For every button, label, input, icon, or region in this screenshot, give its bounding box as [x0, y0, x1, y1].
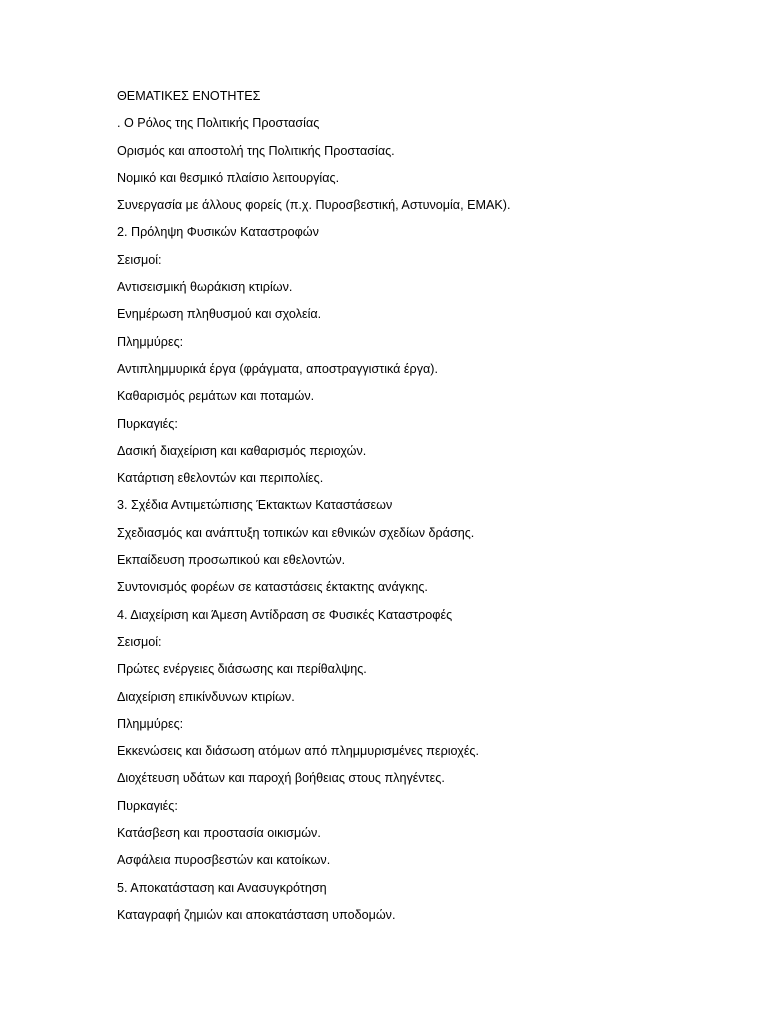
section-heading-4: 4. Διαχείριση και Άμεση Αντίδραση σε Φυσικές Καταστροφές: [117, 607, 453, 622]
text-line: Κατάσβεση και προστασία οικισμών.: [117, 826, 321, 841]
text-line: Δασική διαχείριση και καθαρισμός περιοχών.: [117, 443, 367, 458]
section-heading-1: . Ο Ρόλος της Πολιτικής Προστασίας: [117, 116, 320, 131]
text-line: Καθαρισμός ρεμάτων και ποταμών.: [117, 389, 315, 404]
subheading-floods: Πλημμύρες:: [117, 716, 184, 731]
text-line: Εκκενώσεις και διάσωση ατόμων από πλημμυρισμένες περιοχές.: [117, 744, 479, 759]
text-line: Εκπαίδευση προσωπικού και εθελοντών.: [117, 553, 346, 568]
text-line: Νομικό και θεσμικό πλαίσιο λειτουργίας.: [117, 170, 340, 185]
subheading-fires: Πυρκαγιές:: [117, 798, 178, 813]
section-heading-3: 3. Σχέδια Αντιμετώπισης Έκτακτων Καταστάσεων: [117, 498, 393, 513]
text-line: Κατάρτιση εθελοντών και περιπολίες.: [117, 471, 324, 486]
text-line: Συντονισμός φορέων σε καταστάσεις έκτακτης ανάγκης.: [117, 580, 428, 595]
document-heading: ΘΕΜΑΤΙΚΕΣ ΕΝΟΤΗΤΕΣ: [117, 89, 261, 103]
document-body: [117, 86, 717, 932]
subheading-floods: Πλημμύρες:: [117, 334, 184, 349]
subheading-earthquakes: Σεισμοί:: [117, 252, 162, 267]
text-line: Διοχέτευση υδάτων και παροχή βοήθειας στους πληγέντες.: [117, 771, 445, 786]
text-line: Αντισεισμική θωράκιση κτιρίων.: [117, 280, 293, 295]
text-line: Αντιπλημμυρικά έργα (φράγματα, αποστραγγιστικά έργα).: [117, 361, 438, 376]
subheading-earthquakes: Σεισμοί:: [117, 634, 162, 649]
text-line: Ασφάλεια πυροσβεστών και κατοίκων.: [117, 853, 331, 868]
text-line: Καταγραφή ζημιών και αποκατάσταση υποδομών.: [117, 907, 396, 922]
text-line: Διαχείριση επικίνδυνων κτιρίων.: [117, 689, 295, 704]
text-line: Πρώτες ενέργειες διάσωσης και περίθαλψης.: [117, 662, 367, 677]
section-heading-2: 2. Πρόληψη Φυσικών Καταστροφών: [117, 225, 319, 240]
text-line: Ενημέρωση πληθυσμού και σχολεία.: [117, 307, 322, 322]
text-line: Ορισμός και αποστολή της Πολιτικής Προστασίας.: [117, 143, 395, 158]
text-line: Συνεργασία με άλλους φορείς (π.χ. Πυροσβεστική, Αστυνομία, ΕΜΑΚ).: [117, 198, 511, 213]
text-line: Σχεδιασμός και ανάπτυξη τοπικών και εθνικών σχεδίων δράσης.: [117, 525, 475, 540]
subheading-fires: Πυρκαγιές:: [117, 416, 178, 431]
section-heading-5: 5. Αποκατάσταση και Ανασυγκρότηση: [117, 880, 327, 895]
